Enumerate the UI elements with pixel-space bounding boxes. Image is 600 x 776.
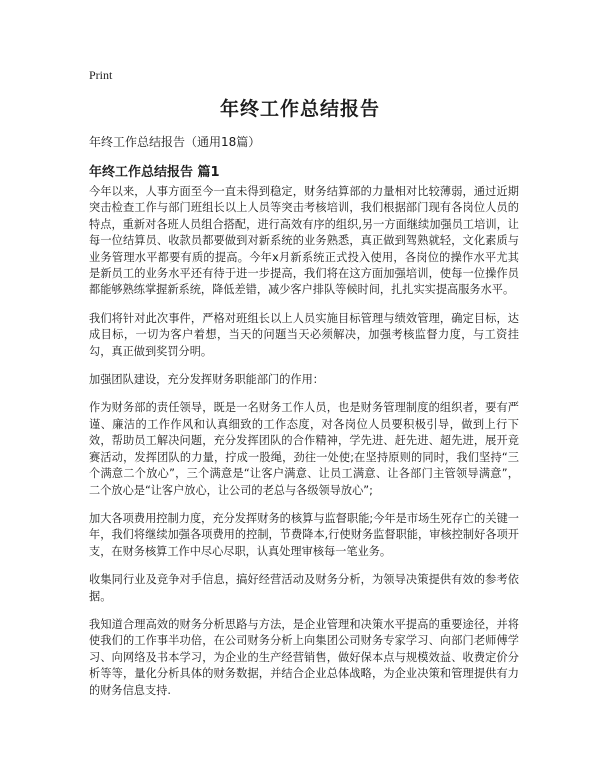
paragraph: 我知道合理高效的财务分析思路与方法，是企业管理和决策水平提高的重要途径，并将使我们的工作事半功倍，在公司财务分析上向集团公司财务专家学习、向部门老师傅学习、向网络及书本学习，为企业的生产经营销售，做好保本点与规模效益、收费定价分析等等，量化分析具体的财务数据，并结合企业总体战略，为企业决策和管理提供有力的财务信息支持. [89, 617, 519, 697]
document-title: 年终工作总结报告 [219, 98, 380, 120]
paragraph: 加强团队建设，充分发挥财务职能部门的作用： [89, 373, 324, 387]
document-subtitle: 年终工作总结报告（通用18篇） [89, 135, 261, 149]
print-link[interactable]: Print [89, 68, 113, 82]
paragraph: 加大各项费用控制力度，充分发挥财务的核算与监督职能;今年是市场生死存亡的关键一年，我们将继续加强各项费用的控制，节费降本,行使财务监督职能，审核控制好各项开支，在财务核算工作中尽心尽职，认真处理审核每一笔业务。 [89, 511, 519, 558]
document-body [89, 184, 519, 711]
paragraph: 我们将针对此次事件，严格对班组长以上人员实施目标管理与绩效管理，确定目标，达成目标，一切为客户着想，当天的问题当天必须解决，加强考核监督力度，与工资挂勾，真正做到奖罚分明。 [89, 311, 519, 358]
paragraph: 收集同行业及竞争对手信息，搞好经营活动及财务分析，为领导决策提供有效的参考依据。 [89, 573, 519, 603]
paragraph: 作为财务部的责任领导，既是一名财务工作人员，也是财务管理制度的组织者，要有严谨、廉洁的工作作风和认真细致的工作态度，对各岗位人员要积极引导，做到上行下效，帮助员工解决问题，充分发挥团队的合作精神，学先进、赶先进、超先进，展开竞赛活动，发挥团队的力量，拧成一股绳，劲往一处使;在坚持原则的同时，我们坚持“三个满意二个放心”，三个满意是“让客户满意、让员工满意、让各部门主管领导满意”，二个放心是“让客户放心，让公司的老总与各级领导放心”; [89, 401, 519, 497]
section-heading: 年终工作总结报告 篇1 [89, 165, 220, 180]
paragraph: 今年以来，人事方面至今一直未得到稳定，财务结算部的力量相对比较薄弱，通过近期突击检查工作与部门班组长以上人员等突击考核培训，我们根据部门现有各岗位人员的特点，重新对各班人员组合搭配，进行高效有序的组织,另一方面继续加强员工培训，让每一位结算员、收款员都要做到对新系统的业务熟悉，真正做到驾熟就轻，文化素质与业务管理水平都要有质的提高。今年x月新系统正式投入使用，各岗位的操作水平尤其是新员工的业务水平还有待于进一步提高，我们将在这方面加强培训，使每一位操作员都能够熟练掌握新系统，降低差错，减少客户排队等候时间，扎扎实实提高服务水平。 [89, 185, 519, 297]
